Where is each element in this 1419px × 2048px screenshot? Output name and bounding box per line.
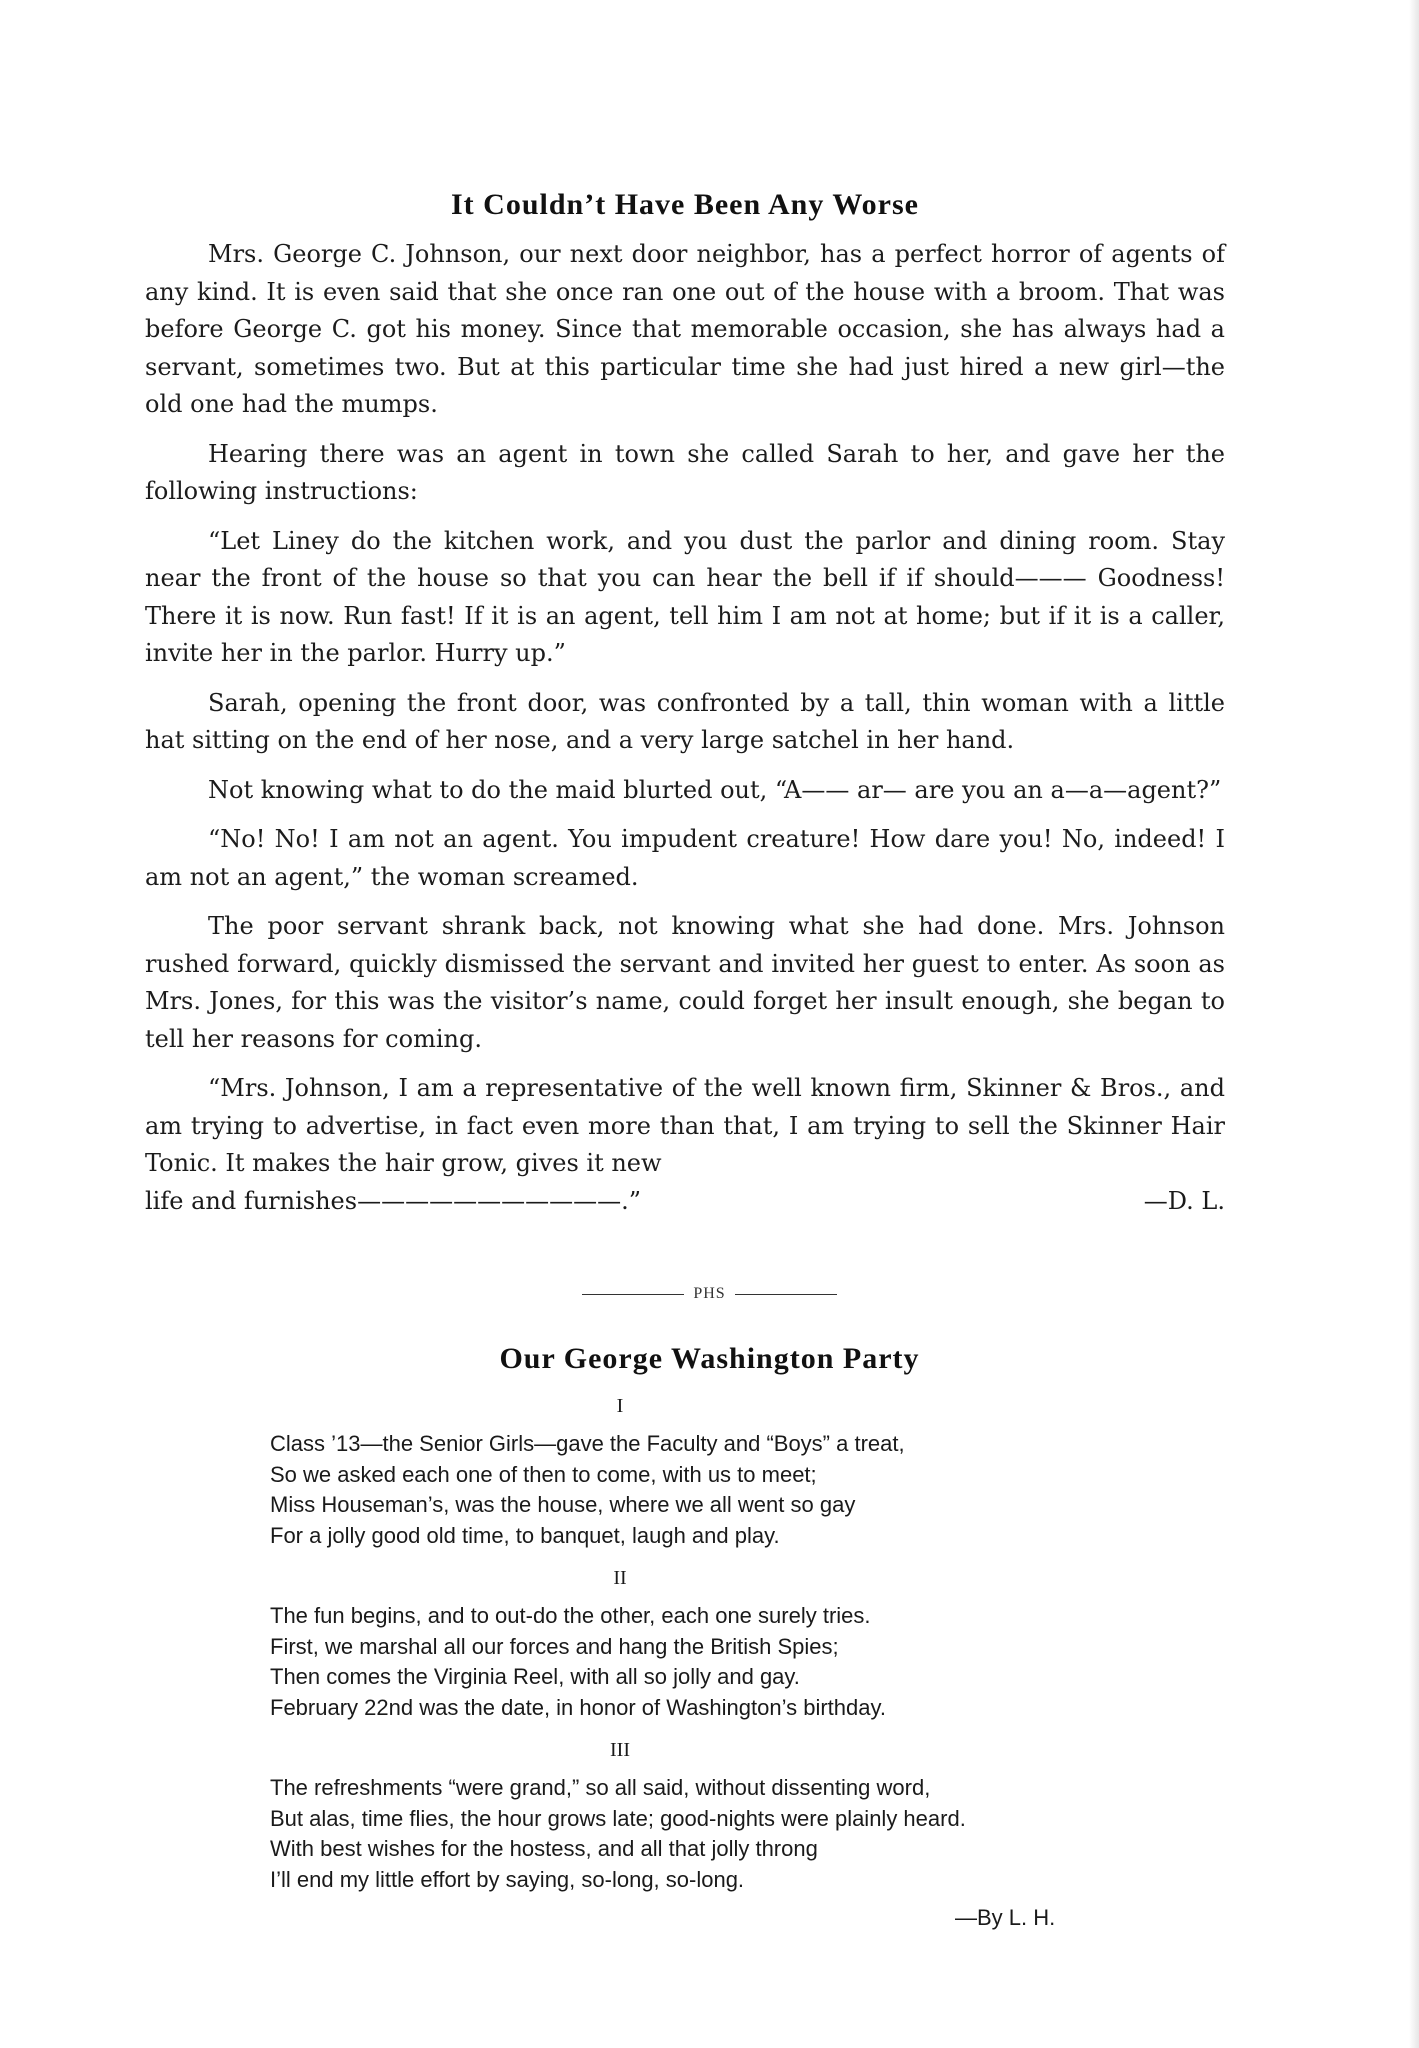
story-closing-line <box>145 1183 1225 1221</box>
story-paragraph: “Mrs. Johnson, I am a representative of the well known firm, Skinner & Bros., and am trying to advertise, in fact even more than that, I am trying to sell the Skinner Hair Tonic. It makes the hair grow, gives it new <box>145 1074 1225 1177</box>
poem-line: I’ll end my little effort by saying, so-long, so-long. <box>270 1866 745 1892</box>
poem-line: So we asked each one of then to come, with us to meet; <box>270 1461 817 1487</box>
story-paragraph: “Let Liney do the kitchen work, and you dust the parlor and dining room. Stay near the front of the house so that you can hear the bell if if should——— Goodness! There it is now. Run fast! If it is an agent, tell him I am not at home; but if it is a caller, invite her in the parlor. Hurry up.” <box>145 526 1225 667</box>
poem-title: Our George Washington Party <box>499 1342 920 1375</box>
stanza-numeral: I <box>616 1395 624 1417</box>
story-closing-text: life and furnishes———————————.” <box>145 1186 641 1215</box>
story-paragraph: The poor servant shrank back, not knowing what she had done. Mrs. Johnson rushed forward, quickly dismissed the servant and invited her guest to enter. As soon as Mrs. Jones, for this was the visitor’s name, could forget her insult enough, she began to tell her reasons for coming. <box>145 912 1225 1053</box>
poem-line: Then comes the Virginia Reel, with all so jolly and gay. <box>270 1664 800 1689</box>
divider-rule-right <box>735 1294 837 1295</box>
story-paragraph: Mrs. George C. Johnson, our next door neighbor, has a perfect horror of agents of any kind. It is even said that she once ran one out of the house with a broom. That was before George C. got his money. Since that memorable occasion, she has always had a servant, sometimes two. But at this particular time she had just hired a new girl—the old one had the mumps. <box>145 240 1225 418</box>
poem-stanza-1 <box>270 1393 1240 1551</box>
stanza-numeral: III <box>610 1739 630 1761</box>
page-edge-shadow <box>1409 0 1419 2048</box>
poem-line: But alas, time flies, the hour grows late; good-nights were plainly heard. <box>270 1805 966 1831</box>
stanza-numeral: II <box>613 1567 627 1589</box>
poem-line: For a jolly good old time, to banquet, laugh and play. <box>270 1522 780 1548</box>
story-signature: —D. L. <box>1143 1186 1225 1215</box>
section-divider <box>0 1285 1419 1303</box>
poem-body <box>270 1393 1240 1909</box>
poem-line: With best wishes for the hostess, and all that jolly throng <box>270 1836 818 1861</box>
divider-mark: PHS <box>693 1285 726 1303</box>
story-title: It Couldn’t Have Been Any Worse <box>451 188 919 221</box>
story-paragraph: Not knowing what to do the maid blurted out, “A—— ar— are you an a—a—agent?” <box>208 775 1222 804</box>
story-paragraph: Hearing there was an agent in town she called Sarah to her, and gave her the following instructions: <box>145 439 1225 505</box>
poem-stanza-3 <box>270 1737 1240 1895</box>
poem-line: February 22nd was the date, in honor of Washington’s birthday. <box>270 1694 886 1720</box>
poem-line: Class ’13—the Senior Girls—gave the Faculty and “Boys” a treat, <box>270 1431 905 1456</box>
divider-rule-left <box>582 1294 684 1295</box>
poem-stanza-2 <box>270 1565 1240 1723</box>
story-paragraph: “No! No! I am not an agent. You impudent creature! How dare you! No, indeed! I am not an agent,” the woman screamed. <box>145 825 1225 891</box>
story-paragraph: Sarah, opening the front door, was confronted by a tall, thin woman with a little hat sitting on the end of her nose, and a very large satchel in her hand. <box>145 688 1225 754</box>
poem-line: First, we marshal all our forces and hang the British Spies; <box>270 1633 839 1659</box>
story-article <box>145 188 1225 1220</box>
poem-line: Miss Houseman’s, was the house, where we all went so gay <box>270 1492 856 1517</box>
poem-line: The fun begins, and to out-do the other, each one surely tries. <box>270 1603 871 1628</box>
poem-byline: —By L. H. <box>955 1905 1056 1930</box>
poem-line: The refreshments “were grand,” so all said, without dissenting word, <box>270 1775 931 1800</box>
